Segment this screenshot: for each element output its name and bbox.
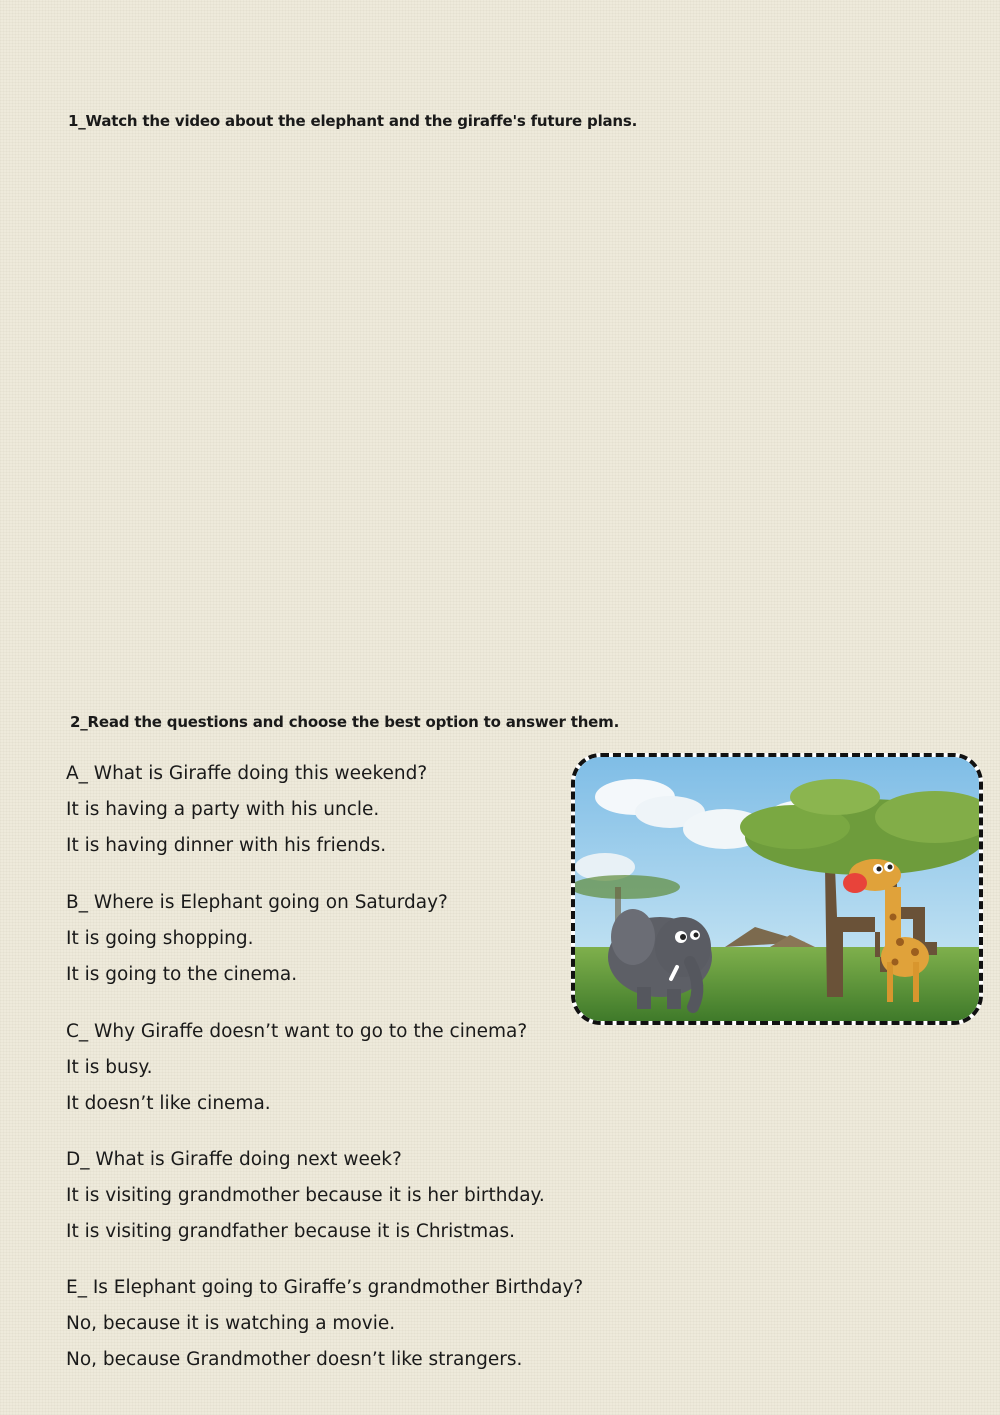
answer-option[interactable]: It is going shopping.	[66, 928, 254, 949]
question-text: A_ What is Giraffe doing this weekend?	[66, 763, 428, 784]
answer-option[interactable]: No, because Grandmother doesn’t like strangers.	[66, 1349, 523, 1370]
answer-option[interactable]: It is having dinner with his friends.	[66, 835, 387, 856]
elephant-giraffe-illustration	[571, 753, 983, 1025]
elephant-and-giraffe-icon	[575, 757, 979, 1021]
section-2-heading: 2_Read the questions and choose the best option to answer them.	[70, 713, 620, 731]
answer-option[interactable]: It is going to the cinema.	[66, 964, 298, 985]
question-block-e	[66, 1270, 626, 1378]
answer-option[interactable]: It is visiting grandmother because it is her birthday.	[66, 1185, 545, 1206]
question-block-c	[66, 1014, 626, 1122]
question-block-b	[66, 885, 626, 993]
section-1-heading: 1_Watch the video about the elephant and the giraffe's future plans.	[68, 112, 638, 130]
video-placeholder	[68, 145, 932, 690]
answer-option[interactable]: It is having a party with his uncle.	[66, 799, 380, 820]
question-text: C_ Why Giraffe doesn’t want to go to the cinema?	[66, 1021, 528, 1042]
question-text: B_ Where is Elephant going on Saturday?	[66, 892, 448, 913]
answer-option[interactable]: It is busy.	[66, 1057, 153, 1078]
question-text: E_ Is Elephant going to Giraffe’s grandmother Birthday?	[66, 1277, 584, 1298]
question-block-d	[66, 1142, 626, 1250]
question-block-a	[66, 756, 626, 864]
question-text: D_ What is Giraffe doing next week?	[66, 1149, 402, 1170]
answer-option[interactable]: It doesn’t like cinema.	[66, 1093, 271, 1114]
answer-option[interactable]: No, because it is watching a movie.	[66, 1313, 396, 1334]
answer-option[interactable]: It is visiting grandfather because it is Christmas.	[66, 1221, 516, 1242]
